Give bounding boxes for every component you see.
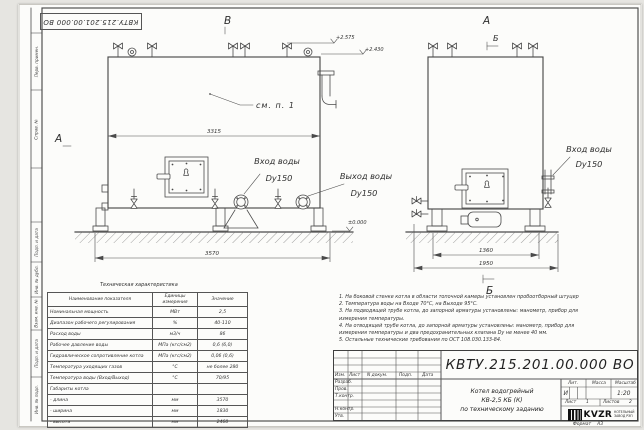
tech-table [47, 292, 248, 428]
level-2430: +2.430 [365, 47, 384, 53]
margin-cell-podp-data-2: Подп. и дата [34, 339, 39, 368]
inlet-dn: Dy150 [265, 173, 293, 183]
view-label-v: В [224, 15, 232, 27]
scale-label: Масштаб [615, 380, 636, 386]
format-value: А3 [597, 422, 604, 427]
view-label-a-right: А [483, 15, 491, 27]
note-line: 3. На подводящей трубе котла, до запорной арматуры установлены: манометр, прибор для [339, 308, 578, 315]
margin-cell-podp-data-1: Подп. и дата [34, 227, 39, 257]
note-line: 4. На отводящей трубе котла, до запорной арматуры установлены: манометр, прибор для [339, 322, 575, 329]
door-handle [157, 174, 170, 179]
table-row: Температура воды (Вход/Выход) °С 70/95 [48, 373, 248, 384]
dim-3315: 3315 [207, 129, 221, 135]
table-row: Номинальная мощность МВт 2,5 [48, 307, 248, 318]
sheets-value: 2 [629, 400, 632, 406]
sheets-label: Листов [603, 400, 620, 406]
side-inlet-label: Вход воды [566, 144, 612, 154]
kvzr-logo-text: KVZR [583, 410, 613, 420]
level-ground: ±0.000 [348, 220, 367, 226]
margin-cell-inv-podl: Инв. № подл. [34, 384, 40, 414]
note-line: 1. На боковой стенке котла в области топочной камеры установлен пробоотборный штуцер [339, 294, 579, 300]
table-row: - высота мм 2460 [48, 417, 248, 428]
lit-value: И [563, 390, 568, 397]
table-row: Гидравлическое сопротивление котла МПа (кгс/см2) 0,06 (0,6) [48, 351, 248, 362]
table-row: Диапазон рабочего регулирования % 40-110 [48, 318, 248, 329]
row-nkontr: Н.контр. [335, 407, 355, 413]
callout-see-item: см. п. 1 [256, 101, 295, 110]
side-inlet-dn: Dy150 [575, 159, 603, 169]
door-keyhole [184, 169, 189, 175]
note-line: измерения температуры и два предохранительных клапана Dу не менее 40 мм. [339, 330, 548, 336]
inlet-flange [234, 195, 248, 209]
view-label-b-right: Б [493, 34, 500, 43]
sheet-label: Лист [565, 400, 577, 406]
row-utv: Утв. [335, 413, 345, 419]
margin-cell-sprav-no: Справ. № [34, 118, 39, 140]
inlet-label: Вход воды [254, 156, 300, 166]
kvzr-logo-mark [568, 409, 582, 421]
col-podp: Подп. [399, 372, 413, 378]
main-view [93, 43, 336, 231]
table-row: Габариты котла [48, 384, 248, 395]
col-data: Дата [422, 372, 434, 378]
margin-cell-vzam-inv: Взам. инв. № [34, 299, 39, 328]
doc-number-stamp-rotated: КВТУ.215.201.00.000 ВО [40, 13, 142, 30]
tech-table-header: Наименование показателя Единицы измерения Значение [48, 293, 248, 307]
table-row: - ширина мм 1830 [48, 406, 248, 417]
col-izm: Изм. [335, 372, 346, 378]
product-title: Котел водогрейный КВ-2,5 КБ (К) по техническому заданию [460, 387, 544, 414]
outlet-dn: Dy150 [350, 188, 378, 198]
format-row [556, 422, 620, 427]
dim-1360: 1360 [479, 248, 493, 254]
sheet-value: 1 [586, 400, 589, 406]
table-row: Расход воды м3/ч 86 [48, 329, 248, 340]
table-row: - длина мм 3570 [48, 395, 248, 406]
elevation-marks [287, 35, 384, 54]
row-prov: Пров. [335, 386, 348, 392]
door-keyhole [485, 181, 490, 187]
burner [461, 212, 501, 227]
main-skid [93, 208, 326, 231]
table-row: Температура уходящих газов °С не более 280 [48, 362, 248, 373]
doc-number: КВТУ.215.201.00.000 ВО [445, 357, 635, 373]
format-label: Формат [572, 422, 592, 427]
dim-1950: 1950 [479, 261, 493, 267]
tech-table-title: Техническая характеристика [100, 282, 178, 288]
col-ndocum: N докум. [367, 372, 388, 378]
title-block [333, 350, 638, 421]
mass-label: Масса [592, 380, 606, 386]
boiler-door-side [455, 169, 508, 208]
drain-valves [131, 189, 281, 208]
right-view [412, 15, 612, 231]
col-list: Лист [349, 372, 361, 378]
margin-cell-inv-dubl: Инв. № дубл. [34, 265, 39, 294]
scale-value: 1:20 [617, 390, 631, 397]
table-row: Рабочее давление воды МПа (кгс/см2) 0,6 (6,0) [48, 340, 248, 351]
side-inlet-nozzle [542, 170, 554, 207]
view-letters-main [54, 15, 231, 146]
level-2575: +2.575 [336, 35, 355, 41]
margin-cell-perv-primen: Перв. примен. [34, 45, 39, 78]
door-handle [455, 185, 468, 190]
note-line: измерения температуры. [339, 315, 405, 322]
row-tkontr: Т.контр. [335, 393, 355, 399]
outlet-label: Выход воды [339, 171, 393, 181]
port-labels-main [244, 156, 393, 198]
kvzr-logo-subtitle: КОТЕЛЬНЫЙ ЗАВОД РЭП [614, 410, 635, 418]
row-razrab: Разраб. [335, 379, 353, 385]
note-line: 5. Остальные технические требования по ОСТ 108.030.133-84. [339, 337, 502, 344]
ground-right [406, 224, 558, 297]
dim-3570: 3570 [205, 251, 219, 257]
lit-label: Лит. [568, 380, 579, 386]
outlet-flange [296, 195, 310, 209]
pipe-elbow [318, 71, 336, 108]
boiler-door-front [157, 157, 208, 197]
note-line: 2. Температура воды на Входе 70°С, на Выходе 95°С. [339, 301, 478, 308]
view-label-b-bottom: Б [486, 285, 494, 297]
kvzr-logo [563, 408, 639, 422]
view-label-a-left: А [55, 133, 63, 145]
